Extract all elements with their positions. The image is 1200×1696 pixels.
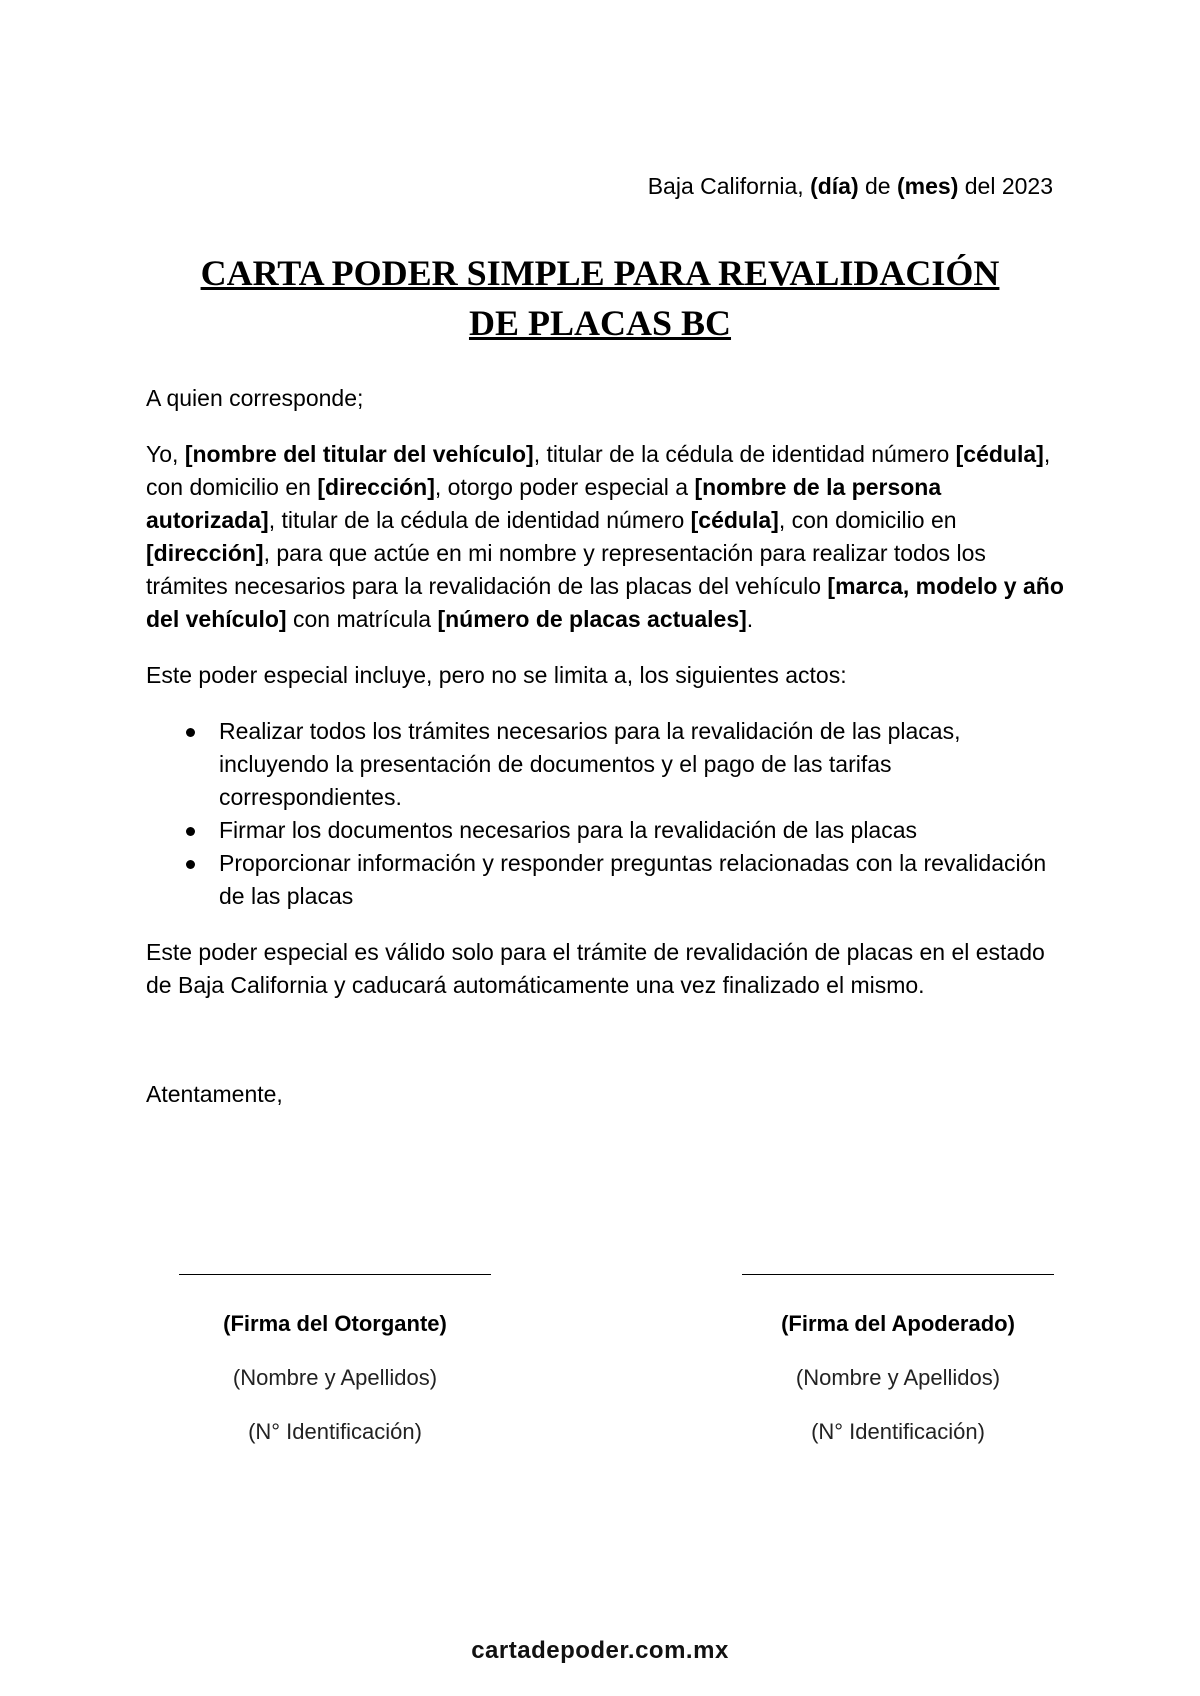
attorney-signature-line bbox=[742, 1274, 1054, 1275]
grantor-name: (Nombre y Apellidos) bbox=[232, 1365, 438, 1390]
title-line-2: DE PLACAS BC bbox=[468, 303, 732, 343]
grantor-signature-line bbox=[179, 1274, 491, 1275]
grantor-signature-block bbox=[165, 1274, 505, 1447]
attorney-name: (Nombre y Apellidos) bbox=[795, 1365, 1001, 1390]
date-suffix: del 2023 bbox=[958, 173, 1053, 199]
document-body bbox=[146, 382, 1070, 1111]
salutation: A quien corresponde; bbox=[146, 385, 364, 411]
list-item bbox=[219, 814, 1070, 847]
bullet-icon bbox=[186, 728, 195, 737]
closing: Atentamente, bbox=[146, 1081, 283, 1107]
grantor-id: (N° Identificación) bbox=[248, 1419, 422, 1444]
declaration-text: , titular de la cédula de identidad número bbox=[268, 507, 691, 533]
list-item-text: Firmar los documentos necesarios para la revalidación de las placas bbox=[219, 817, 918, 843]
scope-intro: Este poder especial incluye, pero no se limita a, los siguientes actos: bbox=[146, 662, 847, 688]
bullet-icon bbox=[186, 860, 195, 869]
list-item-text: Proporcionar información y responder preguntas relacionadas con la revalidación de las placas bbox=[219, 850, 1047, 909]
owner-address-placeholder: [dirección] bbox=[317, 474, 435, 500]
list-item bbox=[219, 847, 1070, 913]
owner-name-placeholder: [nombre del titular del vehículo] bbox=[184, 441, 534, 467]
list-item bbox=[219, 715, 1070, 814]
date-mid: de bbox=[858, 173, 897, 199]
declaration-text: , titular de la cédula de identidad número bbox=[533, 441, 956, 467]
attorney-signature-block bbox=[728, 1274, 1068, 1447]
bullet-icon bbox=[186, 827, 195, 836]
title-line-1: CARTA PODER SIMPLE PARA REVALIDACIÓN bbox=[200, 253, 1000, 293]
declaration-text: , para que actúe en mi nombre y representación para realizar todos los trámites necesarios para la revalidación de las placas del vehículo bbox=[146, 540, 986, 599]
authorized-name-placeholder: [nombre de la persona autorizada] bbox=[146, 474, 942, 533]
document-title bbox=[0, 248, 1200, 348]
date-line bbox=[648, 170, 1053, 202]
list-item-text: Realizar todos los trámites necesarios para la revalidación de las placas, incluyendo la presentación de documentos y el pago de las tarifas correspondientes. bbox=[219, 718, 961, 810]
declaration-text: . bbox=[746, 606, 754, 632]
month-placeholder: (mes) bbox=[897, 173, 959, 199]
authorized-id-placeholder: [cédula] bbox=[690, 507, 779, 533]
attorney-id: (N° Identificación) bbox=[811, 1419, 985, 1444]
authorized-address-placeholder: [dirección] bbox=[146, 540, 264, 566]
day-placeholder: (día) bbox=[810, 173, 859, 199]
grantor-role: (Firma del Otorgante) bbox=[223, 1311, 447, 1336]
date-prefix: Baja California, bbox=[647, 173, 811, 199]
footer-website: cartadepoder.com.mx bbox=[471, 1637, 729, 1664]
attorney-role: (Firma del Apoderado) bbox=[781, 1311, 1015, 1336]
declaration-paragraph bbox=[146, 438, 1070, 636]
owner-id-placeholder: [cédula] bbox=[955, 441, 1044, 467]
declaration-text: , con domicilio en bbox=[778, 507, 957, 533]
declaration-text: con matrícula bbox=[286, 606, 438, 632]
vehicle-placeholder: [marca, modelo y año del vehículo] bbox=[146, 573, 1064, 632]
declaration-text: Yo, bbox=[146, 441, 185, 467]
declaration-text: , otorgo poder especial a bbox=[434, 474, 695, 500]
acts-list bbox=[146, 715, 1070, 913]
validity-paragraph: Este poder especial es válido solo para el trámite de revalidación de placas en el estado de Baja California y caducará automáticamente una vez finalizado el mismo. bbox=[146, 939, 1045, 998]
declaration-text: , con domicilio en bbox=[146, 441, 1051, 500]
plates-placeholder: [número de placas actuales] bbox=[437, 606, 747, 632]
